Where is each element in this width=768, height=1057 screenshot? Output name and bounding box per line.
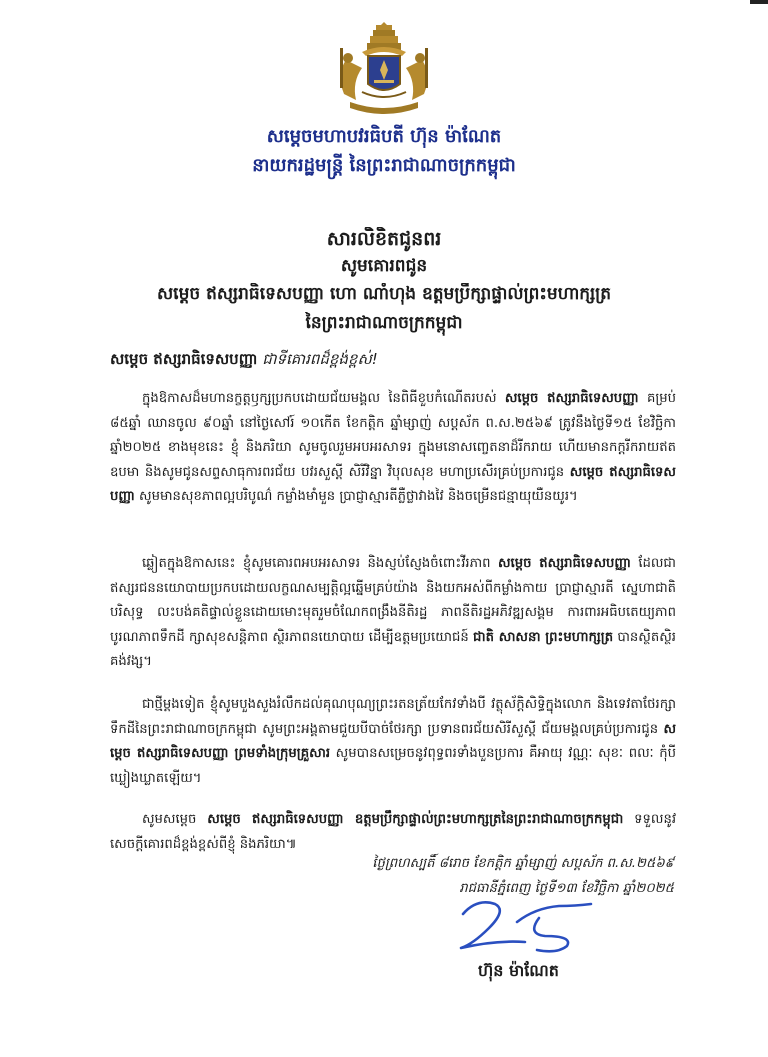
p4-text-1: សូមសម្តេច bbox=[142, 812, 208, 828]
p2-emphasis-2: ជាតិ សាសនា ព្រះមហាក្សត្រ bbox=[473, 629, 614, 645]
body-paragraph-3 bbox=[110, 693, 676, 791]
p1-emphasis-2: សម្តេច ឥស្សរាធិទេសបញ្ញា bbox=[110, 464, 676, 505]
signer-name: ហ៊ុន ម៉ាណែត bbox=[478, 961, 559, 980]
royal-emblem-icon bbox=[322, 22, 446, 122]
signature-icon bbox=[455, 892, 605, 954]
recipient-line: សម្តេច ឥស្សរាធិទេសបញ្ញា ហោ ណាំហុង ឧត្តមប្រឹក្សាផ្ទាល់ព្រះមហាក្សត្រ bbox=[157, 284, 611, 304]
p3-text-1: ជាថ្មីម្តងទៀត ខ្ញុំសូមបួងសួងរំលឹកដល់គុណបុណ្យព្រះរតនត្រ័យកែវទាំងបី វត្ថុស័ក្តិសិទ្ធិក្នុងលោក និងទេវតាថែរក្សាទឹកដីនៃព្រះរាជាណាចក្រកម្ពុជា សូមព្រះអង្គតាមជួយបីបាច់ថែរក្សា ប្រទានពរជ័យសិរីសួស្តី ជ័យមង្គលគ្រប់ប្រការជូន bbox=[110, 697, 676, 737]
body-paragraph-4 bbox=[110, 808, 676, 858]
salutation-rest: ជាទីគោរពដ៏ខ្ពង់ខ្ពស់! bbox=[257, 350, 378, 368]
p1-text-1: ក្នុងឱកាសដ៏មហានក្ខត្តឫក្សប្រកបដោយជ័យមង្គល នៃពិធីខួបកំណើតរបស់ bbox=[142, 391, 505, 407]
p3-text-2: សូមបានសម្រេចនូវពុទ្ធពរទាំងបួនប្រការ គឺអាយុ វណ្ណៈ សុខៈ ពលៈ កុំបីឃ្លៀងឃ្លាតឡើយ។ bbox=[110, 746, 676, 786]
p4-emphasis-1: សម្តេច ឥស្សរាធិទេសបញ្ញា ឧត្តមប្រឹក្សាផ្ទាល់ព្រះមហាក្សត្រនៃព្រះរាជាណាចក្រកម្ពុជា bbox=[207, 812, 624, 828]
body-paragraph-1 bbox=[110, 387, 676, 535]
letter-respect-line: សូមគោរពជូន bbox=[340, 256, 428, 276]
p3-emphasis-1: សម្តេច ឥស្សរាធិទេសបញ្ញា ព្រមទាំងក្រុមគ្រួសារ bbox=[110, 721, 676, 762]
letter-title: សារលិខិតជូនពរ bbox=[326, 228, 442, 250]
p4-text-2: ទទួលនូវសេចក្តីគោរពដ៏ខ្ពង់ខ្ពស់ពីខ្ញុំ និងភរិយា៕ bbox=[110, 812, 676, 852]
p2-text-3: បានស្ថិតស្ថិរគង់វង្ស។ bbox=[110, 629, 676, 670]
salutation bbox=[110, 350, 378, 372]
author-position: នាយករដ្ឋមន្ត្រី នៃព្រះរាជាណាចក្រកម្ពុជា bbox=[252, 155, 516, 176]
p1-emphasis-1: សម្តេច ឥស្សរាធិទេសបញ្ញា bbox=[504, 391, 639, 407]
p1-text-3: សូមមានសុខភាពល្អបរិបូណ៌ កម្លាំងមាំមួន ប្រាជ្ញាស្មារតីភ្លឺថ្លាវាងវៃ និងចម្រើនជន្មាយុយឺនយូរ។ bbox=[134, 489, 578, 505]
corner-mark bbox=[750, 0, 768, 4]
body-paragraph-2 bbox=[110, 552, 676, 676]
p2-emphasis-1: សម្តេច ឥស្សរាធិទេសបញ្ញា bbox=[497, 556, 631, 572]
p2-text-1: ឆ្លៀតក្នុងឱកាសនេះ ខ្ញុំសូមគោរពអបអរសាទរ និងស្ញប់ស្ញែងចំពោះវីរភាព bbox=[142, 556, 498, 572]
date-lunar: ថ្ងៃព្រហស្បតិ៍ ៨រោច ខែកត្តិក ឆ្នាំម្សាញ់ សប្តស័ក ព.ស.២៥៦៩ bbox=[372, 856, 674, 871]
salutation-name: សម្តេច ឥស្សរាធិទេសបញ្ញា bbox=[110, 350, 258, 368]
p2-text-2: ដែលជាឥស្សរជននយោបាយប្រកបដោយលក្ខណសម្បត្តិល្អឆ្នើមគ្រប់យ៉ាង និងយកអស់ពីកម្លាំងកាយ ប្រាជ្ញាស្មារតី ស្នេហាជាតិបរិសុទ្ធ លះបង់គតិផ្ទាល់ខ្លួនដោយមោះមុតរួមចំណែកពង្រឹងនីតិរដ្ឋ ភាពនីតិរដ្ឋអភិវឌ្ឍសង្គម ការពារអធិបតេយ្យភាព បូរណភាពទឹកដី ក្សាសុខសន្តិភាព ស្ថិរភាពនយោបាយ ដើម្បីឧត្តមប្រយោជន៍ bbox=[110, 556, 676, 645]
p1-text-2: គម្រប់ ៨៥ឆ្នាំ ឈានចូល ៩០ឆ្នាំ នៅថ្ងៃសៅរ៍ ១០កើត ខែកត្តិក ឆ្នាំម្សាញ់ សប្តស័ក ព.ស.២៥៦៩ ត្រូវនឹងថ្ងៃទី១៥ ខែវិច្ឆិកា ឆ្នាំ២០២៥ ខាងមុខនេះ ខ្ញុំ និងភរិយា សូមចូលរួមអបអរសាទរ ក្នុងមនោសញ្ចេតនាដ៏រីករាយ ហើយមានកក្តរីករាយឥតឧបមា និងសូមជូនសព្ទសាធុការពរជ័យ បវរសួស្តី សិរីវិន្នា វិបុលសុខ មហាប្រសើរគ្រប់ប្រការជូន bbox=[110, 391, 676, 480]
date-place: រាជធានីភ្នំពេញ ថ្ងៃទី១៣ ខែវិច្ឆិកា ឆ្នាំ២០២៥ bbox=[459, 881, 674, 896]
recipient-institution: នៃព្រះរាជាណាចក្រកម្ពុជា bbox=[305, 313, 463, 333]
author-name: សម្តេចមហាបវរធិបតី ហ៊ុន ម៉ាណែត bbox=[266, 126, 502, 147]
